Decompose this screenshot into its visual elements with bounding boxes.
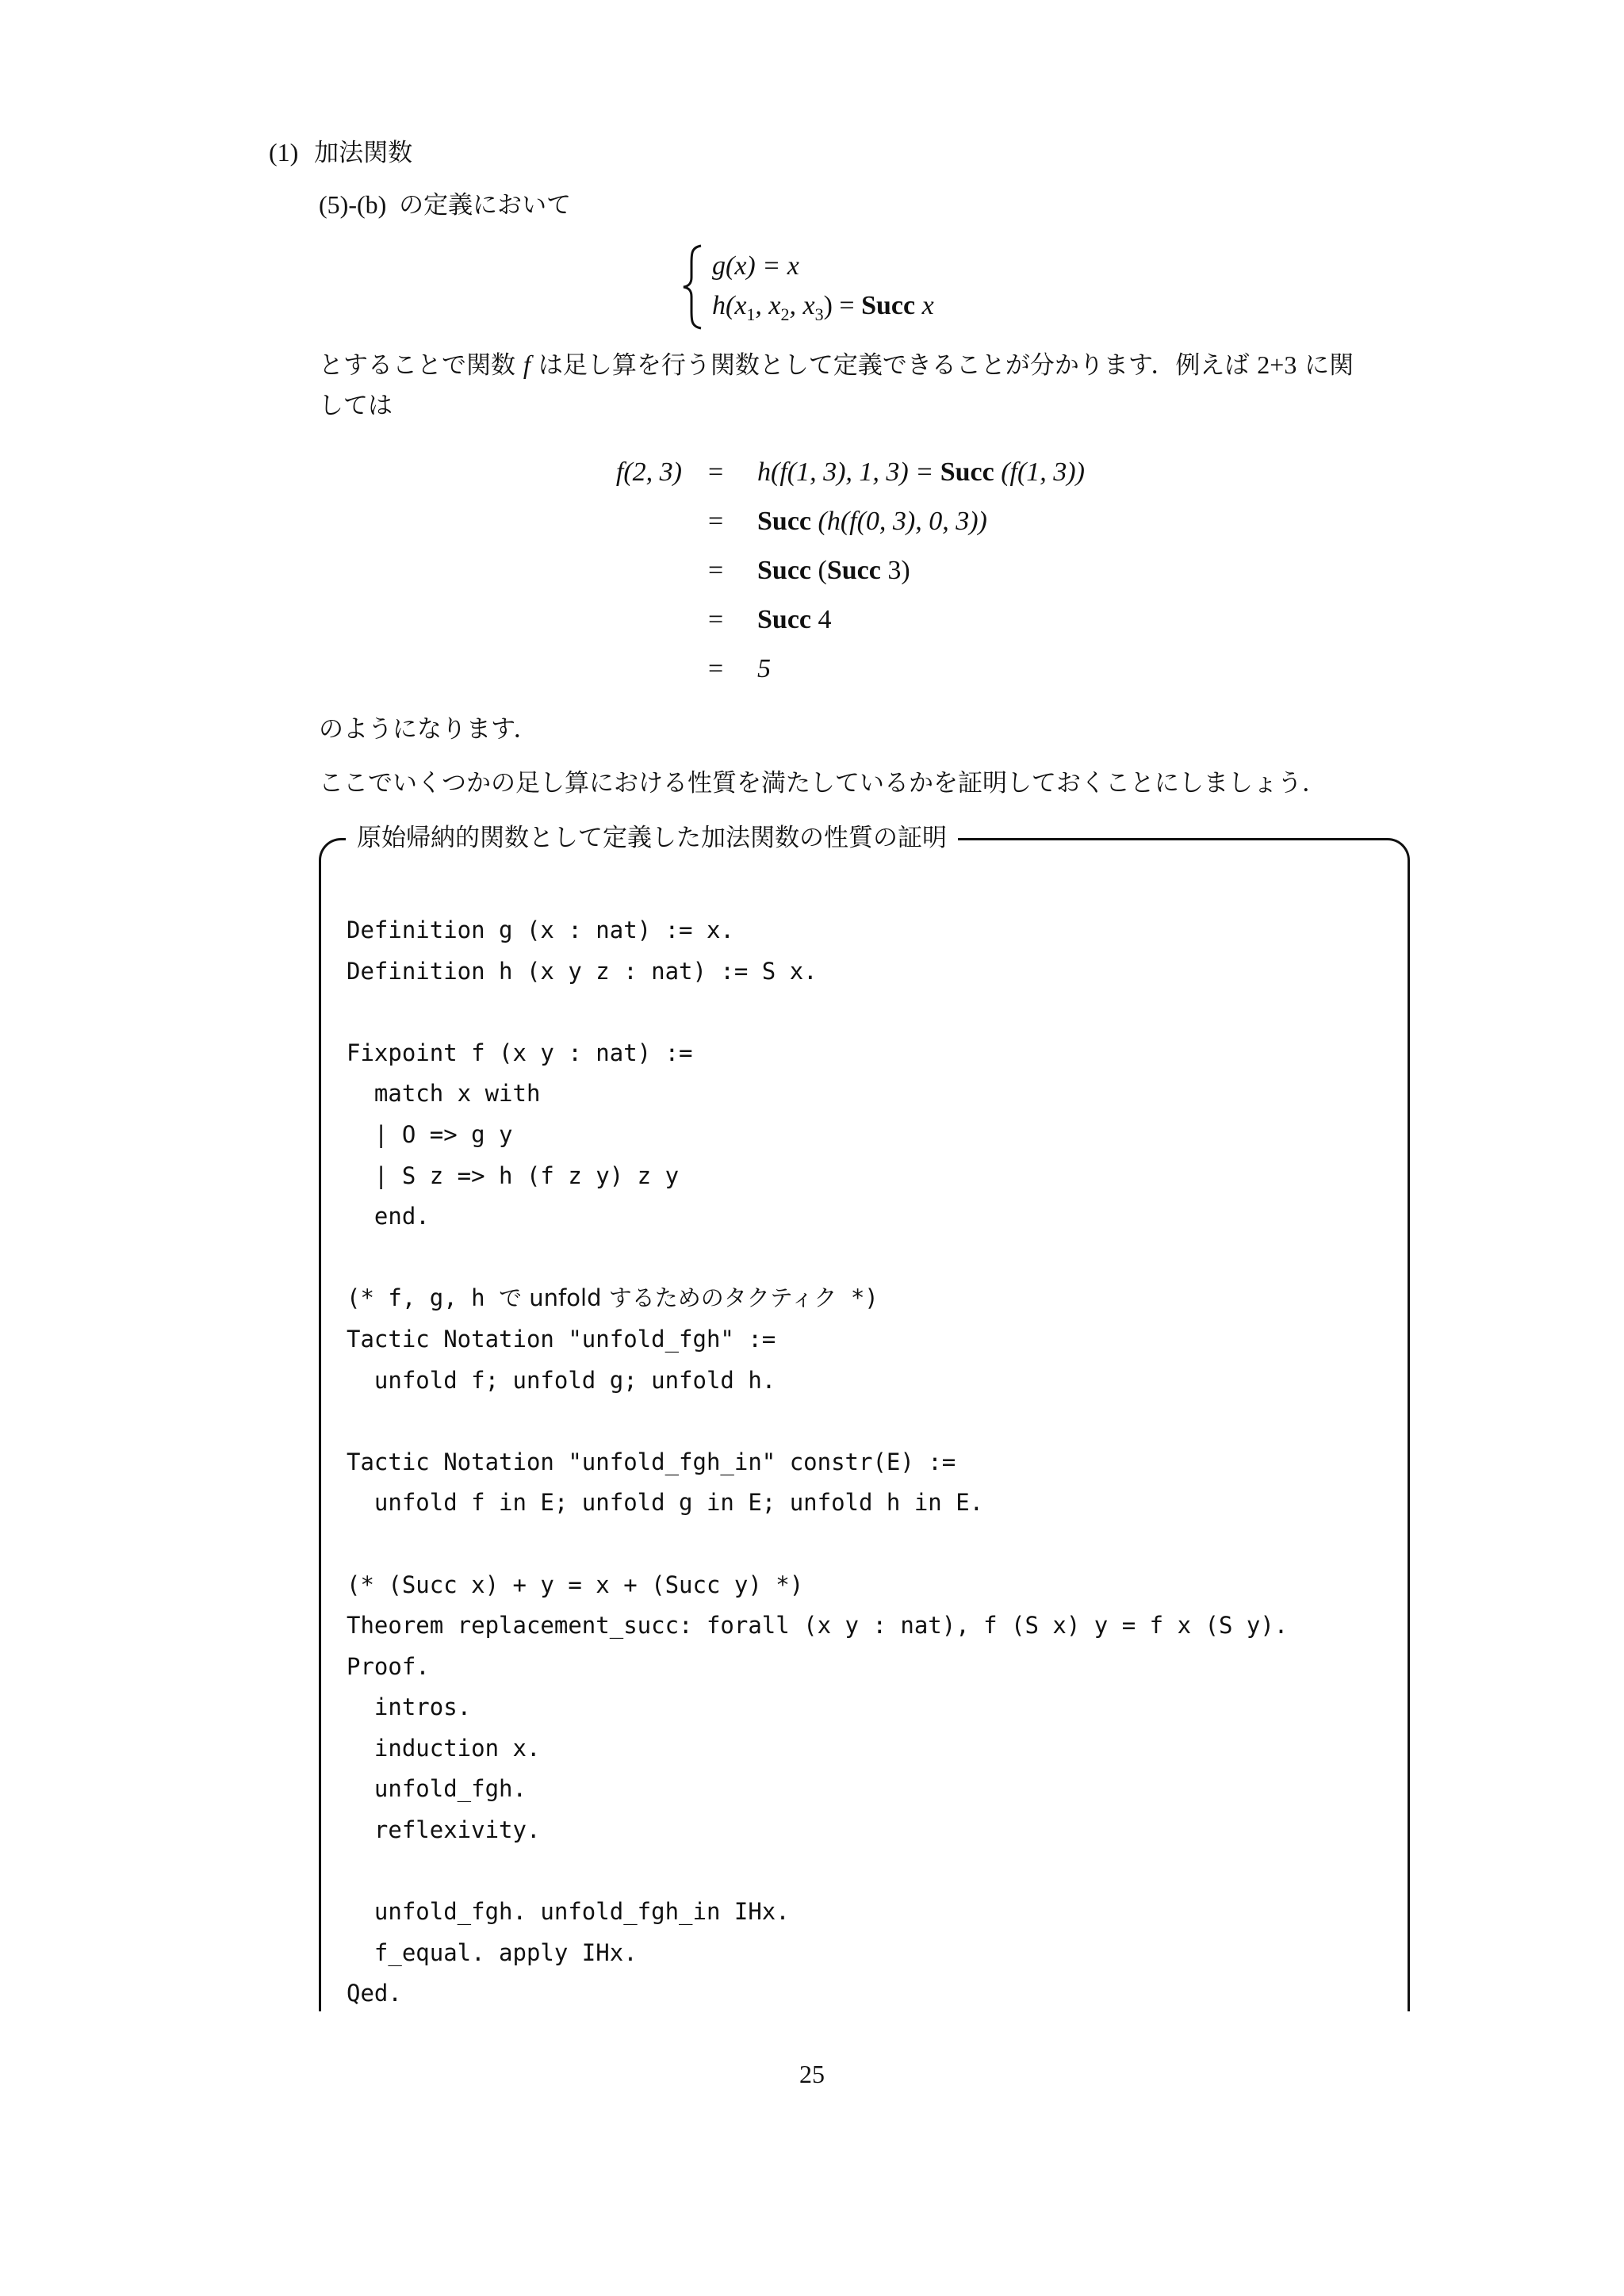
code-comment-rest: するためのタクティク [608,1284,837,1312]
p1-part2: は足し算を行う関数として定義できることが分かります．例えば [538,351,1250,380]
code-line: Tactic Notation "unfold_fgh" := [347,1325,776,1353]
derivation-equals: = [708,507,724,536]
code-blank-line [347,992,1288,1033]
code-line: Tactic Notation "unfold_fgh_in" constr(E) := [347,1448,956,1475]
code-line: Qed. [347,1980,402,2007]
code-line: Fixpoint f (x y : nat) := [347,1039,693,1066]
derivation-pre: h(f(1, 3), 1, 3) = [757,457,940,487]
code-line: end. [347,1203,430,1230]
derivation-post: (h(f(0, 3), 0, 3)) [811,507,987,536]
code-line: unfold f; unfold g; unfold h. [347,1366,776,1394]
derivation-rhs [757,603,832,637]
derivation-post: (f(1, 3)) [994,457,1085,487]
code-line: | S z => h (f z y) z y [347,1161,680,1189]
p1-example: 2+3 [1257,350,1297,379]
def-h-succ: Succ [861,291,916,320]
derivation-succ2: Succ [826,556,881,585]
def-h-rhs: x [915,291,934,320]
derivation-post2: 3) [880,556,910,585]
code-comment-close: *) [837,1284,879,1312]
derivation-rhs [757,455,1085,490]
derivation-rhs [757,652,771,687]
p1-f: f [523,351,531,380]
def-h-sub1: 1 [746,304,756,324]
def-g-lhs: g(x) = [712,251,787,281]
code-comment-line [347,1278,1288,1319]
def-h-sub2: 2 [780,304,790,324]
code-comment-unfold: unfold [522,1284,609,1312]
section-heading [269,136,412,169]
code-line: unfold_fgh. unfold_fgh_in IHx. [347,1898,790,1926]
derivation-equals: = [708,457,724,487]
def-h-close: ) = [823,291,862,320]
section-title: 加法関数 [314,139,413,167]
derivation-equals: = [708,654,724,683]
derivation-succ: Succ [940,457,994,487]
intro-line [319,189,571,221]
definition-h [712,289,934,332]
def-h-part3: , x [789,291,815,320]
derivation-pre: 5 [757,654,771,683]
intro-text: の定義において [399,191,572,220]
def-h-part2: , x [755,291,781,320]
code-line: f_equal. apply IHx. [347,1938,638,1966]
derivation-lhs-text: f(2, 3) [615,457,682,487]
p1-part3: に関 [1304,351,1354,380]
code-comment-open: (* f, g, h [347,1284,500,1312]
derivation-equals: = [708,556,724,585]
code-line: match x with [347,1080,541,1108]
paragraph-2: のようになります． [319,715,538,744]
derivation-rhs [757,504,987,539]
code-line: intros. [347,1693,472,1721]
p1-part1: とすることで関数 [319,351,515,380]
code-line: (* (Succ x) + y = x + (Succ y) *) [347,1571,804,1598]
derivation-succ: Succ [757,507,811,536]
code-line: Theorem replacement_succ: forall (x y : nat), f (S x) y = f x (S y). [347,1612,1289,1640]
intro-ref: (5)-(b) [319,190,387,219]
def-h-part: h(x [712,291,747,320]
definition-g [712,249,799,284]
code-line: Definition h (x y z : nat) := S x. [347,957,818,985]
paragraph-1-line-1 [319,349,1354,381]
derivation-lhs [539,455,682,490]
left-brace [682,244,706,330]
code-blank-line [347,1524,1288,1565]
code-blank-line [347,1238,1288,1279]
code-line: unfold_fgh. [347,1775,527,1803]
derivation-equals: = [708,605,724,634]
proof-box-title: 原始帰納的関数として定義した加法関数の性質の証明 [346,821,958,855]
code-blank-line [347,1851,1288,1892]
code-block [347,910,1288,2015]
derivation-rhs [757,553,910,588]
code-line: | O => g y [347,1120,513,1148]
code-line: reflexivity. [347,1816,541,1844]
paragraph-1-line-2: しては [319,392,393,420]
code-line: unfold f in E; unfold g in E; unfold h in E. [347,1489,984,1517]
derivation-succ: Succ [757,556,811,585]
def-h-sub3: 3 [814,304,824,324]
code-comment-de: で [499,1284,523,1312]
code-line: Proof. [347,1652,430,1680]
paragraph-3: ここでいくつかの足し算における性質を満たしているかを証明しておくことにしましょう． [319,769,1327,798]
derivation-post: 4 [811,605,832,634]
code-line: induction x. [347,1734,541,1762]
code-line: Definition g (x : nat) := x. [347,916,734,943]
page-number: 25 [799,2060,825,2088]
code-blank-line [347,1401,1288,1442]
def-g-rhs: x [787,251,799,281]
section-number: (1) [269,138,299,166]
derivation-post: ( [811,556,827,585]
derivation-succ: Succ [757,605,811,634]
